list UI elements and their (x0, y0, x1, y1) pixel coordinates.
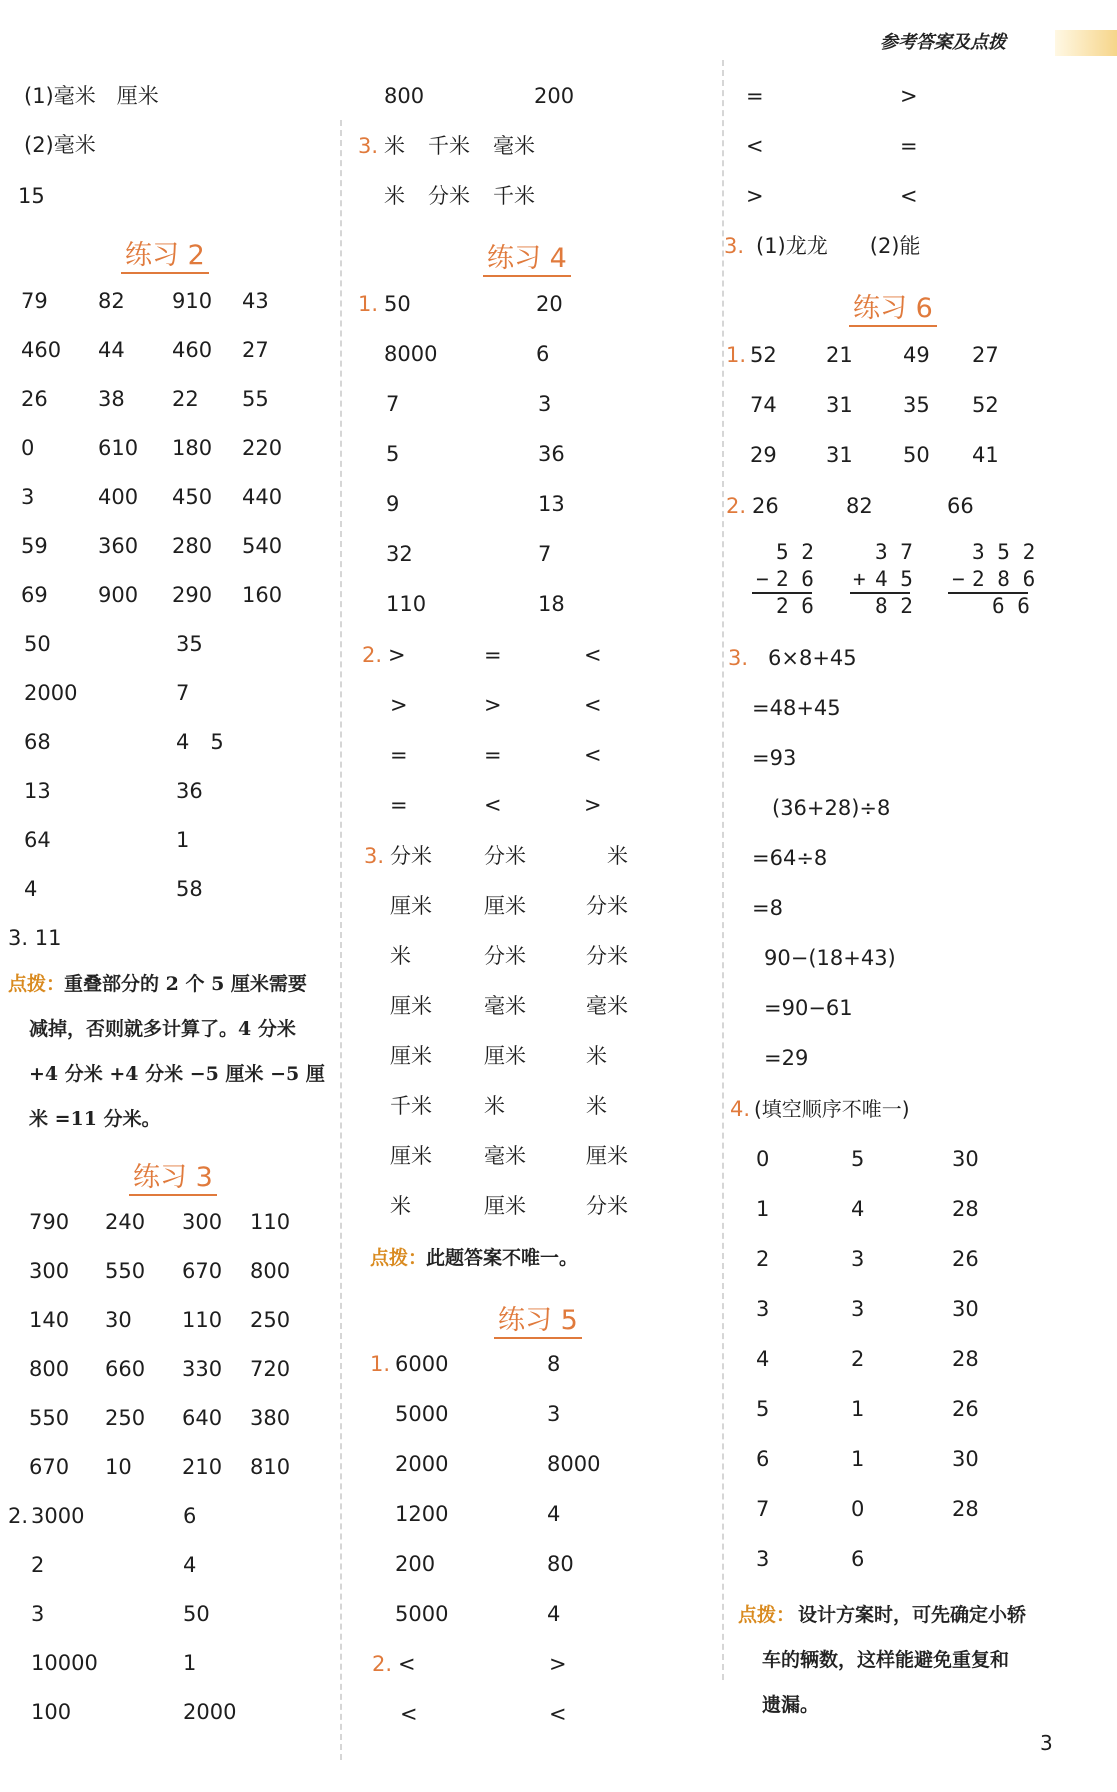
cell: 米 (586, 1094, 607, 1118)
cell: 3 (756, 1297, 770, 1321)
cell: 38 (98, 387, 125, 411)
question-number: 2. (8, 1504, 29, 1528)
cell: 4 (24, 877, 38, 901)
cell: 79 (21, 289, 48, 313)
cell: 分米 (390, 844, 432, 868)
cell: 31 (826, 393, 853, 417)
cell: 32 (386, 542, 413, 566)
cell: 670 (182, 1259, 223, 1283)
cell: 3 (538, 392, 552, 416)
cell: < (746, 134, 764, 158)
section-title-ex2: 练习 2 (121, 241, 209, 274)
calc-line: (36+28)÷8 (772, 796, 891, 820)
cell: 460 (172, 338, 213, 362)
calc-operand: 3 5 2 (972, 540, 1036, 564)
tip-text: 米 =11 分米。 (29, 1108, 161, 1130)
cell: < (484, 793, 502, 817)
cell: 790 (29, 1210, 70, 1234)
question-number: 3. (364, 844, 385, 868)
question-number: 4. (730, 1097, 751, 1121)
cell: 50 (384, 292, 411, 316)
cell: 52 (972, 393, 999, 417)
cell: 35 (903, 393, 930, 417)
cell: 220 (242, 436, 283, 460)
cell: 米 (384, 184, 405, 208)
cell: 68 (24, 730, 51, 754)
cell: 460 (21, 338, 62, 362)
cell: 13 (538, 492, 565, 516)
cell: 400 (98, 485, 139, 509)
page-number: 3 (1040, 1731, 1053, 1755)
cell: 5 (386, 442, 400, 466)
calc-line: =29 (764, 1046, 809, 1070)
cell: 110 (182, 1308, 223, 1332)
cell: 毫米 (586, 994, 628, 1018)
question-number: 1. (358, 292, 379, 316)
cell: 50 (24, 632, 51, 656)
cell: 26 (21, 387, 48, 411)
calc-line: =48+45 (752, 696, 841, 720)
cell: 82 (98, 289, 125, 313)
cell: 10 (105, 1455, 132, 1479)
cell: 55 (242, 387, 269, 411)
cell: 550 (105, 1259, 146, 1283)
cell: 米 (484, 1094, 505, 1118)
cell: 280 (172, 534, 213, 558)
cell: 610 (98, 436, 139, 460)
cell: 千米 (390, 1094, 432, 1118)
cell: 64 (24, 828, 51, 852)
cell: 18 (538, 592, 565, 616)
cell: 50 (903, 443, 930, 467)
answer-note: (填空顺序不唯一) (754, 1097, 910, 1121)
cell: 10000 (31, 1651, 98, 1675)
cell: 540 (242, 534, 283, 558)
cell: > (746, 184, 764, 208)
cell: = (900, 134, 918, 158)
cell: = (484, 743, 502, 767)
column-divider (340, 120, 342, 1760)
calc-operator: − (952, 567, 965, 591)
cell: 毫米 (493, 134, 535, 158)
cell: 300 (182, 1210, 223, 1234)
cell: 米 (390, 1194, 411, 1218)
cell: 640 (182, 1406, 223, 1430)
cell: 厘米 (484, 1194, 526, 1218)
cell: 200 (395, 1552, 436, 1576)
cell: 9 (386, 492, 400, 516)
cell: 360 (98, 534, 139, 558)
cell: = (390, 793, 408, 817)
calc-operand: 3 7 (875, 540, 913, 564)
cell: 36 (538, 442, 565, 466)
column-divider (722, 60, 724, 1680)
calc-operand: 4 5 (875, 567, 913, 591)
question-number: 2. (726, 494, 747, 518)
cell: > (390, 693, 408, 717)
cell: 6 (756, 1447, 770, 1471)
cell: 910 (172, 289, 213, 313)
cell: 80 (547, 1552, 574, 1576)
tip-label: 点拨： (370, 1247, 428, 1269)
cell: 35 (176, 632, 203, 656)
answer-line: 3. 11 (8, 926, 62, 950)
calc-result: 2 6 (776, 594, 814, 618)
cell: 28 (952, 1347, 979, 1371)
cell: 330 (182, 1357, 223, 1381)
cell: 5 (756, 1397, 770, 1421)
cell: 千米 (493, 184, 535, 208)
question-number: 1. (726, 343, 747, 367)
cell: 2 (31, 1553, 45, 1577)
cell: 5 (851, 1147, 865, 1171)
cell: 720 (250, 1357, 291, 1381)
cell: = (484, 643, 502, 667)
calc-operator: − (756, 567, 769, 591)
cell: 27 (242, 338, 269, 362)
calc-line: =8 (752, 896, 783, 920)
cell: 26 (952, 1397, 979, 1421)
calc-line: =64÷8 (752, 846, 828, 870)
cell: 660 (105, 1357, 146, 1381)
tip-text: 减掉，否则就多计算了。4 分米 (29, 1018, 296, 1040)
calc-operand: 2 8 6 (972, 567, 1036, 591)
calc-line: =90−61 (764, 996, 853, 1020)
cell: 900 (98, 583, 139, 607)
cell: 28 (952, 1197, 979, 1221)
cell: 0 (21, 436, 35, 460)
cell: < (584, 743, 602, 767)
cell: 670 (29, 1455, 70, 1479)
cell: 3 (31, 1602, 45, 1626)
cell: 30 (952, 1447, 979, 1471)
cell: > (484, 693, 502, 717)
cell: 20 (536, 292, 563, 316)
tip-text: +4 分米 +4 分米 −5 厘米 −5 厘 (29, 1063, 325, 1085)
cell: 30 (105, 1308, 132, 1332)
cell: 7 (386, 392, 400, 416)
cell: 28 (952, 1497, 979, 1521)
section-title-ex5: 练习 5 (494, 1306, 582, 1339)
cell: 4 (851, 1197, 865, 1221)
answer-line: (1)龙龙 (2)能 (756, 234, 921, 258)
cell: 1 (756, 1197, 770, 1221)
cell: 74 (750, 393, 777, 417)
cell: 8 (547, 1352, 561, 1376)
cell: 厘米 (586, 1144, 628, 1168)
cell: 66 (947, 494, 974, 518)
cell: 140 (29, 1308, 70, 1332)
cell: 2000 (395, 1452, 449, 1476)
calc-line: 90−(18+43) (764, 946, 896, 970)
tip-text: 此题答案不唯一。 (426, 1247, 579, 1269)
tip-label: 点拨： (738, 1604, 796, 1626)
cell: 250 (250, 1308, 291, 1332)
cell: 2000 (24, 681, 78, 705)
header-title: 参考答案及点拨 (880, 32, 1006, 53)
cell: 0 (851, 1497, 865, 1521)
cell: 厘米 (390, 894, 432, 918)
cell: 分米 (586, 944, 628, 968)
cell: 千米 (428, 134, 470, 158)
cell: 800 (250, 1259, 291, 1283)
cell: 厘米 (390, 1144, 432, 1168)
cell: < (398, 1652, 416, 1676)
question-number: 3. (728, 646, 749, 670)
cell: 分米 (484, 844, 526, 868)
cell: 240 (105, 1210, 146, 1234)
cell: 毫米 (484, 1144, 526, 1168)
cell: 分米 (586, 894, 628, 918)
cell: < (900, 184, 918, 208)
cell: 13 (24, 779, 51, 803)
cell: 0 (756, 1147, 770, 1171)
section-title-ex4: 练习 4 (483, 244, 571, 277)
cell: 厘米 (390, 1044, 432, 1068)
cell: 59 (21, 534, 48, 558)
cell: 6 (183, 1504, 197, 1528)
calc-line: 6×8+45 (768, 646, 857, 670)
answer-line: (2)毫米 (24, 133, 96, 157)
cell: 5000 (395, 1602, 449, 1626)
cell: < (400, 1702, 418, 1726)
calc-operand: 5 2 (776, 540, 814, 564)
cell: 44 (98, 338, 125, 362)
cell: 110 (386, 592, 427, 616)
cell: 31 (826, 443, 853, 467)
cell: 22 (172, 387, 199, 411)
question-number: 2. (362, 643, 383, 667)
cell: 210 (182, 1455, 223, 1479)
answer-line: (1)毫米 厘米 (24, 84, 159, 108)
calc-result: 6 6 (992, 594, 1030, 618)
cell: 6 (851, 1547, 865, 1571)
cell: 分米 (428, 184, 470, 208)
cell: 1 (176, 828, 190, 852)
cell: 4 (756, 1347, 770, 1371)
cell: 7 (176, 681, 190, 705)
cell: 8000 (547, 1452, 601, 1476)
cell: 82 (846, 494, 873, 518)
cell: 290 (172, 583, 213, 607)
cell: 29 (750, 443, 777, 467)
tip-text: 车的辆数，这样能避免重复和 (762, 1649, 1010, 1671)
cell: 7 (538, 542, 552, 566)
cell: 厘米 (390, 994, 432, 1018)
cell: 26 (952, 1247, 979, 1271)
cell: 7 (756, 1497, 770, 1521)
cell: 3 (21, 485, 35, 509)
cell: 6000 (395, 1352, 449, 1376)
cell: = (746, 84, 764, 108)
question-number: 1. (370, 1352, 391, 1376)
cell: 2 (851, 1347, 865, 1371)
calc-result: 8 2 (875, 594, 913, 618)
cell: < (549, 1702, 567, 1726)
cell: 3 (756, 1547, 770, 1571)
cell: 27 (972, 343, 999, 367)
cell: 26 (752, 494, 779, 518)
section-title-ex6: 练习 6 (849, 294, 937, 327)
cell: = (390, 743, 408, 767)
cell: 1 (851, 1397, 865, 1421)
cell: 380 (250, 1406, 291, 1430)
cell: 800 (29, 1357, 70, 1381)
cell: 4 (547, 1502, 561, 1526)
cell: 58 (176, 877, 203, 901)
cell: 分米 (484, 944, 526, 968)
section-title-ex3: 练习 3 (129, 1163, 217, 1196)
cell: 5000 (395, 1402, 449, 1426)
cell: 4 (547, 1602, 561, 1626)
cell: 6 (536, 342, 550, 366)
cell: 300 (29, 1259, 70, 1283)
cell: 3000 (31, 1504, 85, 1528)
cell: 440 (242, 485, 283, 509)
question-number: 3. (358, 134, 379, 158)
cell: 810 (250, 1455, 291, 1479)
cell: 69 (21, 583, 48, 607)
cell: 米 (586, 1044, 607, 1068)
cell: 200 (534, 84, 575, 108)
question-number: 3. (724, 234, 745, 258)
cell: 550 (29, 1406, 70, 1430)
cell: > (549, 1652, 567, 1676)
cell: 110 (250, 1210, 291, 1234)
cell: 厘米 (484, 894, 526, 918)
cell: 1200 (395, 1502, 449, 1526)
cell: 52 (750, 343, 777, 367)
cell: 49 (903, 343, 930, 367)
calc-operator: + (853, 567, 866, 591)
calc-line: =93 (752, 746, 797, 770)
question-number: 2. (372, 1652, 393, 1676)
cell: 厘米 (484, 1044, 526, 1068)
cell: 分米 (586, 1194, 628, 1218)
cell: > (584, 793, 602, 817)
cell: 8000 (384, 342, 438, 366)
cell: 1 (851, 1447, 865, 1471)
cell: > (900, 84, 918, 108)
calc-operand: 2 6 (776, 567, 814, 591)
cell: 2 (756, 1247, 770, 1271)
cell: 30 (952, 1147, 979, 1171)
cell: 3 (547, 1402, 561, 1426)
cell: > (388, 643, 406, 667)
cell: 41 (972, 443, 999, 467)
cell: 36 (176, 779, 203, 803)
cell: 3 (851, 1297, 865, 1321)
cell: 4 (183, 1553, 197, 1577)
cell: 21 (826, 343, 853, 367)
cell: 43 (242, 289, 269, 313)
cell: 1 (183, 1651, 197, 1675)
cell: 160 (242, 583, 283, 607)
cell: 250 (105, 1406, 146, 1430)
cell: 50 (183, 1602, 210, 1626)
header-corner-tab (1055, 30, 1117, 56)
cell: 100 (31, 1700, 72, 1724)
cell: 30 (952, 1297, 979, 1321)
tip-label: 点拨： (8, 973, 66, 995)
cell: 米 (390, 944, 411, 968)
cell: 米 (384, 134, 405, 158)
cell: < (584, 693, 602, 717)
answer-line: 15 (18, 184, 45, 208)
cell: < (584, 643, 602, 667)
cell: 450 (172, 485, 213, 509)
tip-text: 设计方案时，可先确定小轿 (798, 1604, 1027, 1626)
cell: 米 (607, 844, 628, 868)
cell: 4 5 (176, 730, 224, 754)
cell: 180 (172, 436, 213, 460)
tip-text: 重叠部分的 2 个 5 厘米需要 (64, 973, 307, 995)
cell: 3 (851, 1247, 865, 1271)
tip-text: 遗漏。 (762, 1694, 820, 1716)
cell: 2000 (183, 1700, 237, 1724)
cell: 毫米 (484, 994, 526, 1018)
cell: 800 (384, 84, 425, 108)
